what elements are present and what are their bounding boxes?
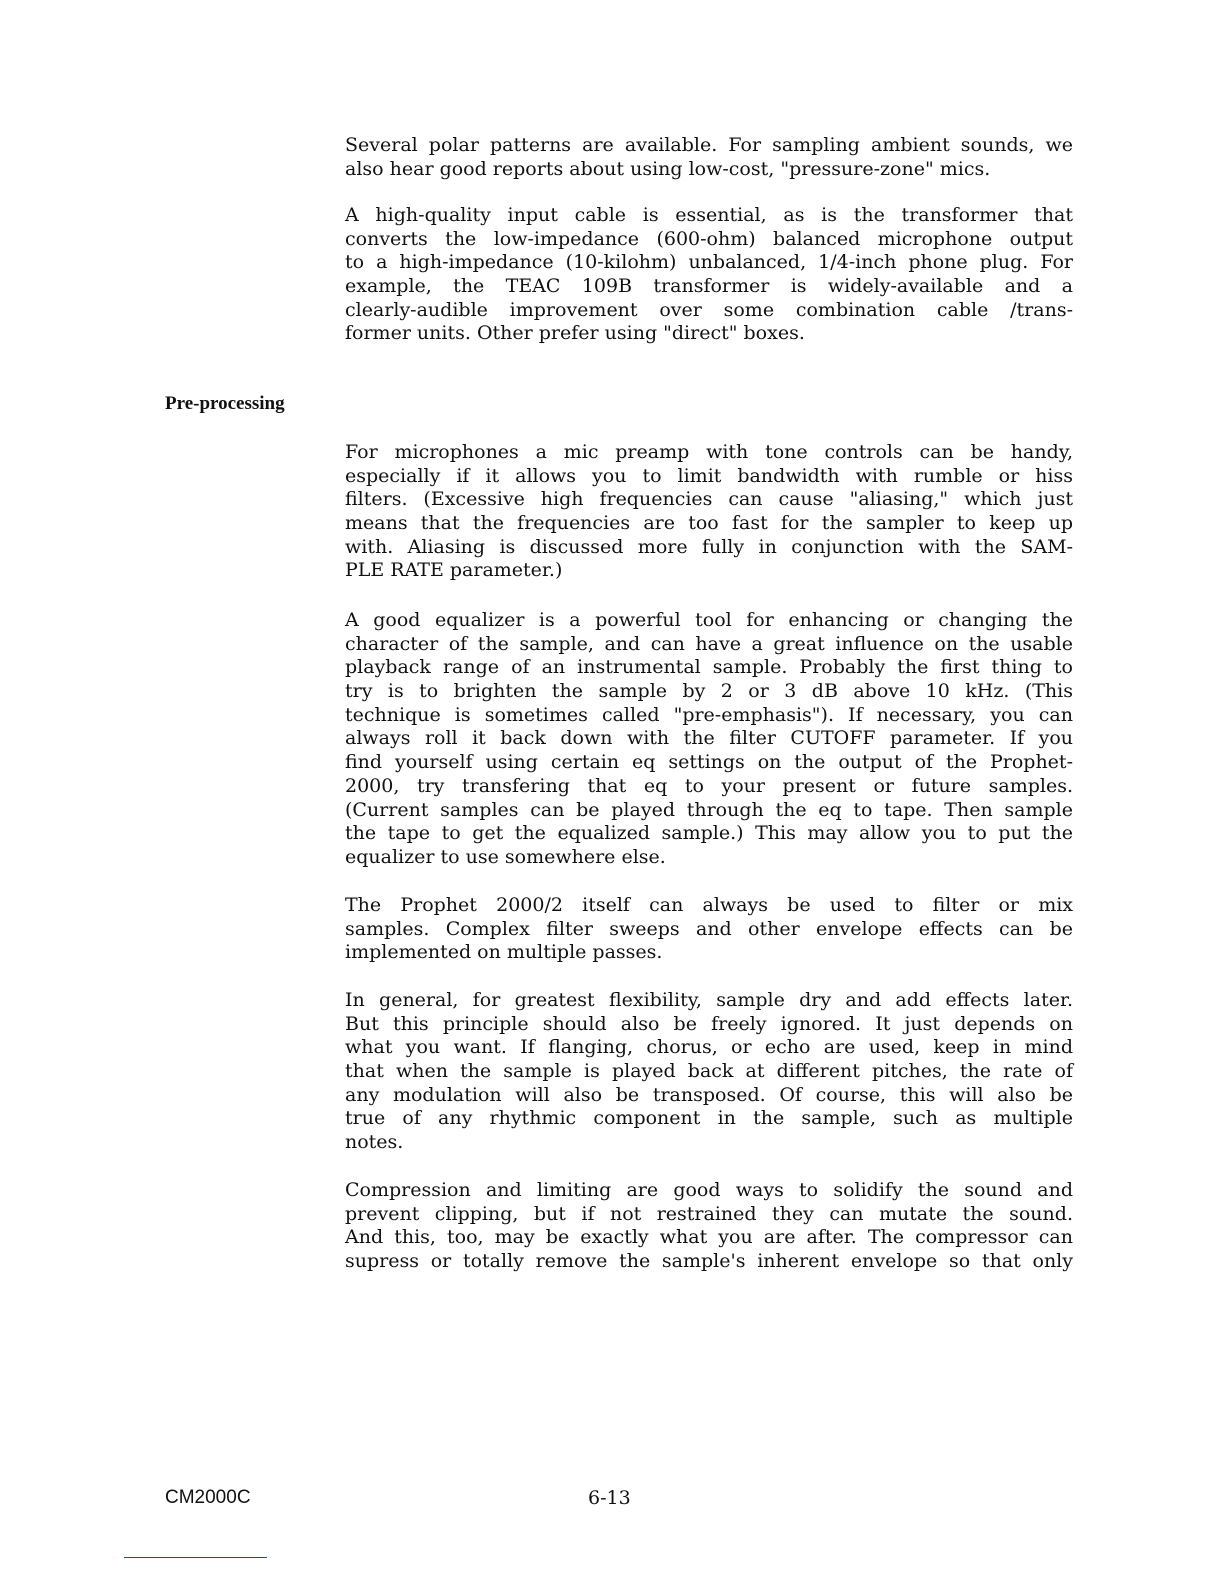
text-line: For microphones a mic preamp with tone controls can be handy, [345, 441, 1073, 463]
text-line: character of the sample, and can have a great influence on the usable [345, 632, 1073, 655]
text-line: A high-quality input cable is essential, as is the transformer that [345, 204, 1073, 226]
document-id: CM2000C [165, 1487, 251, 1508]
text-line: especially if it allows you to limit bandwidth with rumble or hiss [345, 464, 1073, 487]
text-line: 2000, try transfering that eq to your present or future samples. [345, 774, 1073, 797]
paragraph-polar-patterns [345, 134, 1073, 181]
text-line: prevent clipping, but if not restrained they can mutate the sound. [345, 1202, 1073, 1225]
paragraph-effects [345, 989, 1073, 1155]
text-line: notes. [345, 1131, 404, 1154]
text-line: find yourself using certain eq settings on the output of the Prophet- [345, 751, 1073, 774]
paragraph-mic-preamp [345, 441, 1073, 583]
text-line: the tape to get the equalized sample.) This may allow you to put the [345, 822, 1073, 845]
text-line: And this, too, may be exactly what you are after. The compressor can [345, 1226, 1073, 1249]
text-line: playback range of an instrumental sample. Probably the first thing to [345, 656, 1073, 679]
footer-rule [124, 1557, 267, 1558]
text-line: Compression and limiting are good ways to solidify the sound and [345, 1179, 1073, 1201]
paragraph-compression [345, 1179, 1073, 1274]
section-heading: Pre-processing [165, 393, 285, 414]
text-line: with. Aliasing is discussed more fully in conjunction with the SAM- [345, 535, 1073, 558]
page-number: 6-13 [588, 1487, 631, 1509]
text-line: A good equalizer is a powerful tool for enhancing or changing the [345, 609, 1073, 631]
text-line: what you want. If flanging, chorus, or echo are used, keep in mind [345, 1036, 1073, 1059]
text-line: that when the sample is played back at different pitches, the rate of [345, 1060, 1073, 1083]
text-line: always roll it back down with the filter CUTOFF parameter. If you [345, 727, 1073, 750]
text-line: implemented on multiple passes. [345, 941, 663, 964]
text-line: The Prophet 2000/2 itself can always be used to filter or mix [345, 894, 1073, 916]
text-line: equalizer to use somewhere else. [345, 845, 666, 868]
text-line: PLE RATE parameter.) [345, 559, 563, 582]
text-line: clearly-audible improvement over some combination cable /trans- [345, 298, 1073, 321]
text-line: converts the low-impedance (600-ohm) balanced microphone output [345, 227, 1073, 250]
text-line: any modulation will also be transposed. Of course, this will also be [345, 1083, 1073, 1106]
paragraph-equalizer [345, 609, 1073, 870]
text-line: supress or totally remove the sample's inherent envelope so that only [345, 1250, 1073, 1273]
text-line: But this principle should also be freely ignored. It just depends on [345, 1012, 1073, 1035]
text-line: try is to brighten the sample by 2 or 3 dB above 10 kHz. (This [345, 680, 1073, 703]
text-line: filters. (Excessive high frequencies can cause "aliasing," which just [345, 488, 1073, 511]
paragraph-prophet-filter [345, 894, 1073, 965]
text-line: true of any rhythmic component in the sample, such as multiple [345, 1107, 1073, 1130]
paragraph-input-cable [345, 204, 1073, 346]
text-line: In general, for greatest flexibility, sample dry and add effects later. [345, 989, 1073, 1011]
text-line: former units. Other prefer using "direct" boxes. [345, 322, 805, 345]
text-line: means that the frequencies are too fast for the sampler to keep up [345, 512, 1073, 535]
text-line: samples. Complex filter sweeps and other envelope effects can be [345, 917, 1073, 940]
text-line: Several polar patterns are available. For sampling ambient sounds, we [345, 134, 1073, 156]
text-line: also hear good reports about using low-cost, "pressure-zone" mics. [345, 157, 991, 180]
text-line: to a high-impedance (10-kilohm) unbalanced, 1/4-inch phone plug. For [345, 251, 1073, 274]
text-line: example, the TEAC 109B transformer is widely-available and a [345, 275, 1073, 298]
text-line: technique is sometimes called "pre-emphasis"). If necessary, you can [345, 703, 1073, 726]
text-line: (Current samples can be played through the eq to tape. Then sample [345, 798, 1073, 821]
